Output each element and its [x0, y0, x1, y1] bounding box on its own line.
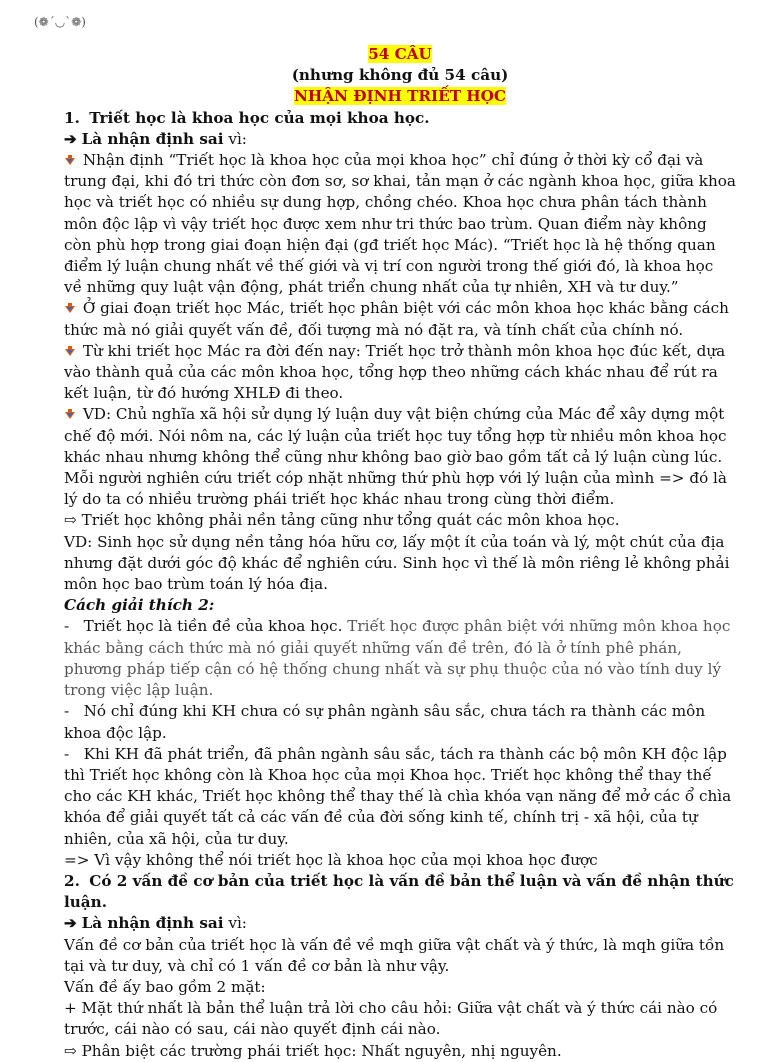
- title-subtitle: (nhưng không đủ 54 câu): [291, 66, 509, 85]
- conclusion-arrow-icon: ⇨: [64, 511, 77, 530]
- bullet-text: Ở giai đoạn triết học Mác, triết học phân biệt với các môn khoa học khác bằng cách thức mà nó giải quyết vấn đề, đối tượng mà nó đặt ra, và tính chất của chính nó.: [64, 299, 729, 339]
- title-54-cau: 54 CÂU: [368, 45, 432, 63]
- conclusion-2: [64, 1041, 736, 1062]
- bullet-paragraph: [64, 341, 736, 405]
- conclusion-text: Phân biệt các trường phái triết học: Nhất nguyên, nhị nguyên.: [81, 1041, 562, 1060]
- dash-marker: -: [64, 617, 70, 636]
- bullet-arrow-icon: [64, 346, 78, 356]
- alt-item-3: [64, 744, 736, 850]
- alt-item-1-lead: Triết học là tiền đề của khoa học.: [83, 617, 343, 636]
- alt-conclusion: [64, 850, 736, 871]
- bullet-arrow-icon: [64, 155, 78, 165]
- document-page: [64, 44, 736, 1062]
- title-topic: NHẬN ĐỊNH TRIẾT HỌC: [294, 87, 506, 106]
- alt-heading: [64, 595, 736, 616]
- bullet-arrow-icon: [64, 409, 78, 419]
- bullet-paragraph: [64, 404, 736, 510]
- question-statement: Có 2 vấn đề cơ bản của triết học là vấn đề bản thể luận và vấn đề nhận thức luận.: [64, 871, 734, 912]
- arrow-icon: ➔: [64, 914, 77, 933]
- alt-conclusion-text: => Vì vậy không thể nói triết học là khoa học của mọi khoa học được: [64, 850, 598, 869]
- q2-paragraph-3-text: + Mặt thứ nhất là bản thể luận trả lời cho câu hỏi: Giữa vật chất và ý thức cái nào có trước, cái nào có sau, cái nào quyết định cái nào.: [64, 999, 718, 1039]
- bullet-text: Từ khi triết học Mác ra đời đến nay: Triết học trở thành môn khoa học đúc kết, dựa vào thành quả của các môn khoa học, tổng hợp theo những cách khác nhau để rút ra kết luận, từ đó hướng XHLĐ đi theo.: [64, 341, 726, 403]
- bullet-arrow-icon: [64, 303, 78, 313]
- bullet-text: Nhận định “Triết học là khoa học của mọi khoa học” chỉ đúng ở thời kỳ cổ đại và trung đại, khi đó tri thức còn đơn sơ, sơ khai, tản mạn ở các ngành khoa học, giữa khoa học và triết học có nhiều sự dung hợp, chồng chéo. Khoa học chưa phân tách thành môn độc lập vì vậy triết học được xem như tri thức bao trùm. Quan điểm này không còn phù hợp trong giai đoạn hiện đại (gđ triết học Mác). “Triết học là hệ thống quan điểm lý luận chung nhất về thế giới và vị trí con người trong thế giới đó, là khoa học về những quy luật vận động, phát triển chung nhất của tự nhiên, XH và tư duy.”: [64, 151, 736, 297]
- bullet-text: VD: Chủ nghĩa xã hội sử dụng lý luận duy vật biện chứng của Mác để xây dựng một chế độ mới. Nói nôm na, các lý luận của triết học tuy tổng hợp từ nhiều môn khoa học khác nhau nhưng không thể cũng như không bao giờ bao gồm tất cả lý luận cùng lúc. Mỗi người nghiên cứu triết cóp nhặt những thứ phù hợp với lý luận của mình => đó là lý do ta có nhiều trường phái triết học khác nhau trong cùng thời điểm.: [64, 405, 727, 509]
- example-text: VD: Sinh học sử dụng nền tảng hóa hữu cơ, lấy một ít của toán và lý, một chút của địa nhưng đặt dưới góc độ khác để nghiên cứu. Sinh học vì thế là môn riêng lẻ không phải môn học bao trùm toán lý hóa địa.: [64, 532, 730, 594]
- question-2: [64, 871, 736, 913]
- verdict-suffix: vì:: [223, 914, 247, 933]
- q2-paragraph-2: [64, 977, 736, 998]
- verdict-1: [64, 129, 736, 150]
- example-paragraph: [64, 532, 736, 596]
- alt-item-2: [64, 701, 736, 743]
- q2-paragraph-1-text: Vấn đề cơ bản của triết học là vấn đề về mqh giữa vật chất và ý thức, là mqh giữa tồn tại và tư duy, và chỉ có 1 vấn đề cơ bản là như vậy.: [64, 935, 725, 975]
- question-number: 1.: [64, 108, 80, 127]
- verdict-label: Là nhận định sai: [81, 914, 224, 933]
- question-number: 2.: [64, 871, 80, 890]
- verdict-2: [64, 913, 736, 934]
- verdict-label: Là nhận định sai: [81, 129, 224, 148]
- question-1: [64, 108, 736, 129]
- q2-paragraph-2-text: Vấn đề ấy bao gồm 2 mặt:: [64, 977, 266, 996]
- verdict-suffix: vì:: [223, 129, 247, 148]
- bullet-paragraph: [0, 150, 736, 298]
- dash-marker: -: [64, 744, 70, 763]
- alt-heading-text: Cách giải thích 2:: [64, 596, 215, 615]
- bullet-paragraph: [64, 298, 736, 340]
- arrow-icon: ➔: [64, 129, 77, 148]
- doc-topic: [64, 86, 736, 107]
- alt-item-2-text: Nó chỉ đúng khi KH chưa có sự phân ngành sâu sắc, chưa tách ra thành các môn khoa độc lập.: [64, 702, 706, 742]
- conclusion-arrow-icon: ⇨: [64, 1041, 77, 1060]
- alt-item-3-text: Khi KH đã phát triển, đã phân ngành sâu sắc, tách ra thành các bộ môn KH độc lập thì Triết học không còn là Khoa học của mọi Khoa học. Triết học không thể thay thế cho các KH khác, Triết học không thể thay thế là chìa khóa vạn năng để mở các ổ chìa khóa để giải quyết tất cả các vấn đề của đời sống kinh tế, chính trị - xã hội, của tự nhiên, của xã hội, của tư duy.: [64, 744, 732, 848]
- alt-item-1: [64, 616, 736, 701]
- question-statement: Triết học là khoa học của mọi khoa học.: [89, 108, 430, 127]
- dash-marker: -: [64, 702, 70, 721]
- doc-title: [64, 44, 736, 65]
- conclusion-1: [64, 510, 736, 531]
- q2-paragraph-3: [64, 998, 736, 1040]
- q2-paragraph-1: [64, 935, 736, 977]
- doc-subtitle: [64, 65, 736, 86]
- conclusion-text: Triết học không phải nền tảng cũng như tổng quát các môn khoa học.: [81, 511, 620, 530]
- emoticon: (❁´◡`❁): [34, 15, 86, 29]
- alt-item-1-detail: Triết học được phân biệt với những môn khoa học khác bằng cách thức mà nó giải quyết những vấn đề trên, đó là ở tính phê phán, phương pháp tiếp cận có hệ thống chung nhất và sự phụ thuộc của nó vào tính duy lý trong việc lập luận.: [64, 617, 731, 700]
